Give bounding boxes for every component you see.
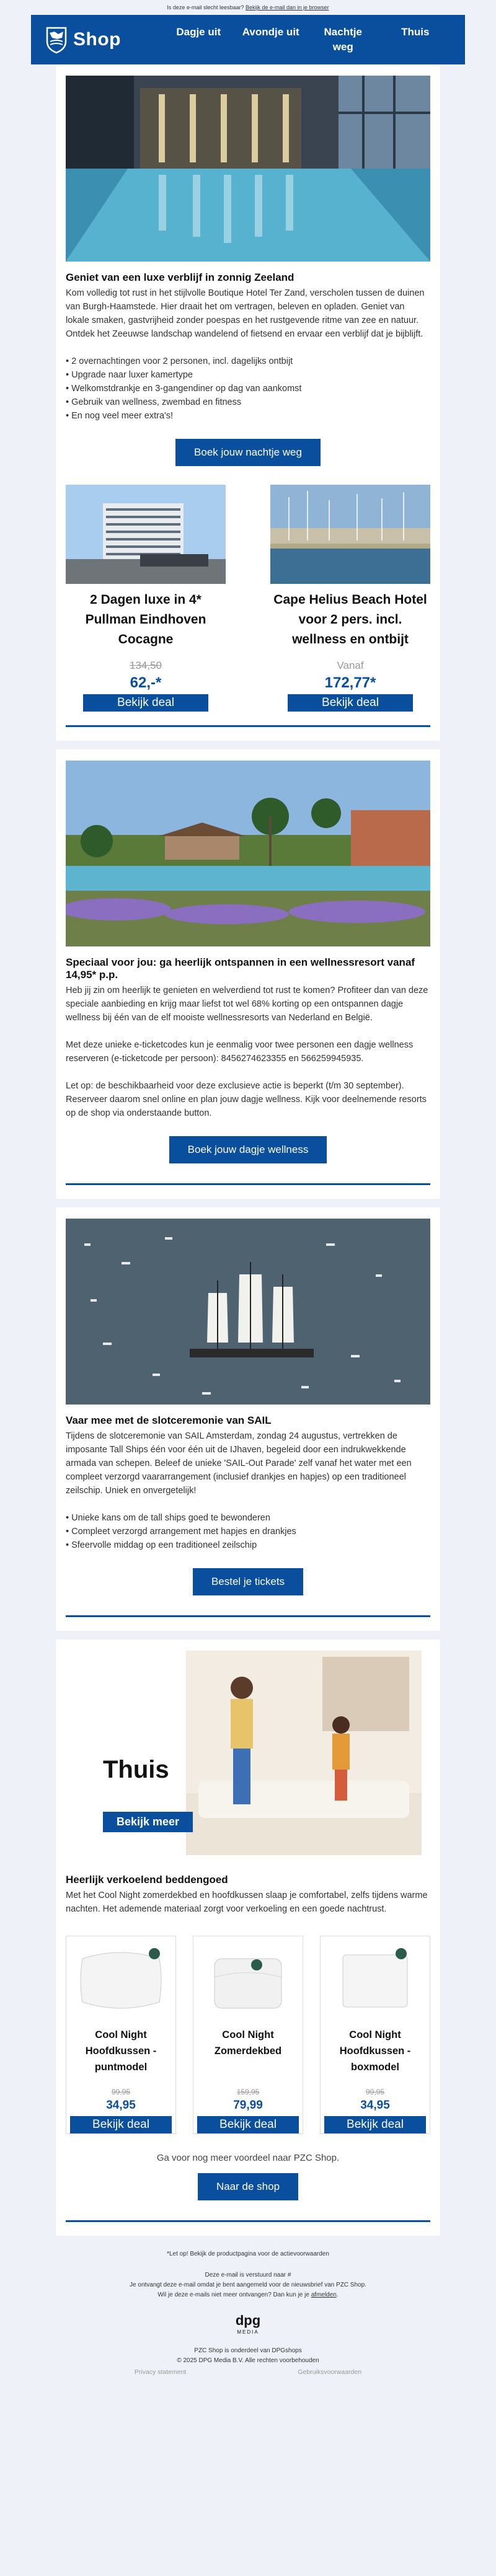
duvet-image[interactable] [197,1940,299,2021]
offer-title: 2 Dagen luxe in 4* Pullman Eindhoven Cocagne [85,593,206,646]
old-price: 134,50 [130,659,162,671]
new-price: 172,77* [324,674,376,691]
sail-bullets [66,1511,430,1552]
copyright-text: © 2025 DPG Media B.V. Alle rechten voorbehouden [177,2357,319,2364]
dpg-media-logo[interactable] [226,2314,270,2337]
banner-word: Thuis [103,1756,169,1783]
footer-line-1: Deze e-mail is verstuurd naar # [205,2272,291,2278]
hotel-section [56,64,440,741]
header-bar [31,15,465,64]
product-card[interactable] [66,1936,176,2134]
new-price: 62,-* [130,674,162,691]
conditions-note: *Let op! Bekijk de productpagina voor de actievoorwaarden [167,2251,329,2257]
footer-line-2: Je ontvangt deze e-mail omdat je bent aangemeld voor de nieuwsbrief van PZC Shop. [130,2282,366,2288]
view-deal-button[interactable]: Bekijk deal [70,2116,172,2133]
old-price: 159,95 [236,2088,260,2096]
terms-link[interactable]: Gebruiksvoorwaarden [298,2368,362,2376]
hotel-title: Geniet van een luxe verblijf in zonnig Zeeland [66,271,294,283]
preheader-text: Is deze e-mail slecht leesbaar? [167,4,244,11]
hotel-intro: Kom volledig tot rust in het stijlvolle Boutique Hotel Ter Zand, verscholen tussen de duinen van Burgh-Haamstede. Hier draait het om vertragen, beleven en opladen. Geniet van lokale smaken, gastvrijheid zonder poespas en het rustgevende ritme van zee en natuur. Ontdek het Zeeuwse landschap wandelend of fietsend en ervaar een verblijf dat je bijblijft. [66,288,425,339]
new-price: 79,99 [233,2099,263,2112]
book-night-button[interactable]: Boek jouw nachtje weg [175,439,321,466]
book-wellness-button[interactable]: Boek jouw dagje wellness [169,1136,327,1163]
sail-title: Vaar mee met de slotceremonie van SAIL [66,1414,272,1426]
new-price: 34,95 [360,2099,390,2112]
go-to-shop-button[interactable]: Naar de shop [198,2173,298,2200]
new-price: 34,95 [106,2099,136,2112]
wellness-p2: Met deze unieke e-ticketcodes kun je eenmalig voor twee personen een dagje wellness reserveren (e-ticketcode per persoon): 8456274623355 en 566259945935. [66,1040,414,1064]
from-label: Vanaf [337,659,364,671]
bullet: • Compleet verzorgd arrangement met hapjes en drankjes [66,1527,296,1537]
wellness-resort-image[interactable] [66,761,430,946]
pullman-hotel-image[interactable] [66,485,226,584]
privacy-link[interactable]: Privacy statement [134,2368,187,2376]
product-title: Cool Night Hoofdkussen - puntmodel [85,2029,157,2073]
bullet: • Gebruik van wellness, zwembad en fitness [66,397,242,407]
more-benefit-text: Ga voor nog meer voordeel naar PZC Shop. [156,2153,340,2163]
view-deal-button[interactable]: Bekijk deal [288,694,413,712]
cape-helius-image[interactable] [270,485,430,584]
nav-item-dagje-uit[interactable]: Dagje uit [176,26,221,38]
offer-card[interactable] [270,485,430,712]
bullet: • Sfeervolle middag op een traditioneel zeilschip [66,1540,257,1550]
product-title: Cool Night Zomerdekbed [214,2029,282,2057]
footer [0,2236,496,2377]
bullet: • En nog veel meer extra's! [66,411,174,421]
old-price: 99,95 [111,2088,131,2096]
company-text: PZC Shop is onderdeel van DPGshops [194,2347,302,2354]
nav-item-thuis[interactable]: Thuis [401,26,430,38]
hotel-pool-image[interactable] [66,76,430,262]
dpg-logo-text: dpg [235,2313,261,2328]
wellness-section [56,749,440,1199]
old-price: 99,95 [365,2088,385,2096]
top-nav [162,25,451,55]
coat-of-arms-icon [45,25,68,54]
bedding-title: Heerlijk verkoelend beddengoed [66,1874,228,1886]
footer-line-3: Wil je deze e-mails niet meer ontvangen? Dan kun je je afmelden. [157,2291,339,2298]
sail-intro: Tijdens de slotceremonie van SAIL Amsterdam, zondag 24 augustus, vertrekken de imposante Tall Ships één voor één uit de IJhaven, begeleid door een indrukwekkende armada van schepen. Beleef de unieke 'SAIL-Out Parade' zelf vanaf het water met een compleet verzorgd vaararrangement (inclusief drankjes en hapjes) op een traditioneel zeilschip. Uniek en onvergetelijk! [66,1431,412,1496]
product-row [66,1936,430,2134]
preheader [0,0,496,15]
home-section [56,1639,440,2236]
bullet: • Upgrade naar luxer kamertype [66,370,193,380]
sail-section [56,1207,440,1631]
unsubscribe-link[interactable]: afmelden [311,2291,337,2298]
bullet: • Unieke kans om de tall ships goed te bewonderen [66,1513,270,1523]
view-more-button[interactable]: Bekijk meer [103,1812,193,1832]
pillow-image[interactable] [70,1940,172,2021]
bullet: • Welkomstdrankje en 3-gangendiner op dag van aankomst [66,384,302,394]
view-deal-button[interactable]: Bekijk deal [197,2116,299,2133]
wellness-title: Speciaal voor jou: ga heerlijk ontspannen in een wellnessresort vanaf 14,95* p.p. [66,956,415,981]
hotel-bullets [66,355,430,423]
wellness-p1: Heb jij zin om heerlijk te genieten en welverdiend tot rust te komen? Profiteer dan van deze speciale aanbieding en krijg maar liefst tot wel 68% korting op een ontspannen dagje wellness bij één van de elf mooiste wellnessresorts van Nederland en België. [66,986,428,1023]
product-card[interactable] [320,1936,430,2134]
nav-item-avondje-uit[interactable]: Avondje uit [242,26,299,38]
view-in-browser-link[interactable]: Bekijk de e-mail dan in je browser [246,4,329,11]
bedding-intro: Met het Cool Night zomerdekbed en hoofdkussen slaap je comfortabel, zelfs tijdens warme nachten. Het ademende materiaal zorgt voor verkoeling en een goede nachtrust. [66,1890,428,1914]
product-card[interactable] [193,1936,303,2134]
offer-card[interactable] [66,485,226,712]
bullet: • 2 overnachtingen voor 2 personen, incl. dagelijks ontbijt [66,356,293,366]
box-pillow-image[interactable] [324,1940,426,2021]
sail-ships-image[interactable] [66,1219,430,1405]
product-title: Cool Night Hoofdkussen - boxmodel [339,2029,411,2073]
shop-logo[interactable] [45,25,162,54]
view-deal-button[interactable]: Bekijk deal [324,2116,426,2133]
wellness-p3: Let op: de beschikbaarheid voor deze exclusieve actie is beperkt (t/m 30 september). Reserveer daarom snel online en plan jouw dagje wellness. Kijk voor deelnemende resorts op de shop via onderstaande button. [66,1081,427,1118]
offer-row [66,485,430,712]
logo-text: Shop [73,29,121,50]
dpg-logo-sub: MEDIA [237,2329,259,2335]
view-deal-button[interactable]: Bekijk deal [83,694,208,712]
offer-title: Cape Helius Beach Hotel voor 2 pers. incl. wellness en ontbijt [273,593,427,646]
footer-line-3-text: Wil je deze e-mails niet meer ontvangen? Dan kun je je [157,2291,309,2298]
thuis-banner[interactable] [74,1651,422,1855]
nav-item-nachtje-weg[interactable]: Nachtje weg [324,26,362,53]
order-tickets-button[interactable]: Bestel je tickets [193,1568,303,1595]
